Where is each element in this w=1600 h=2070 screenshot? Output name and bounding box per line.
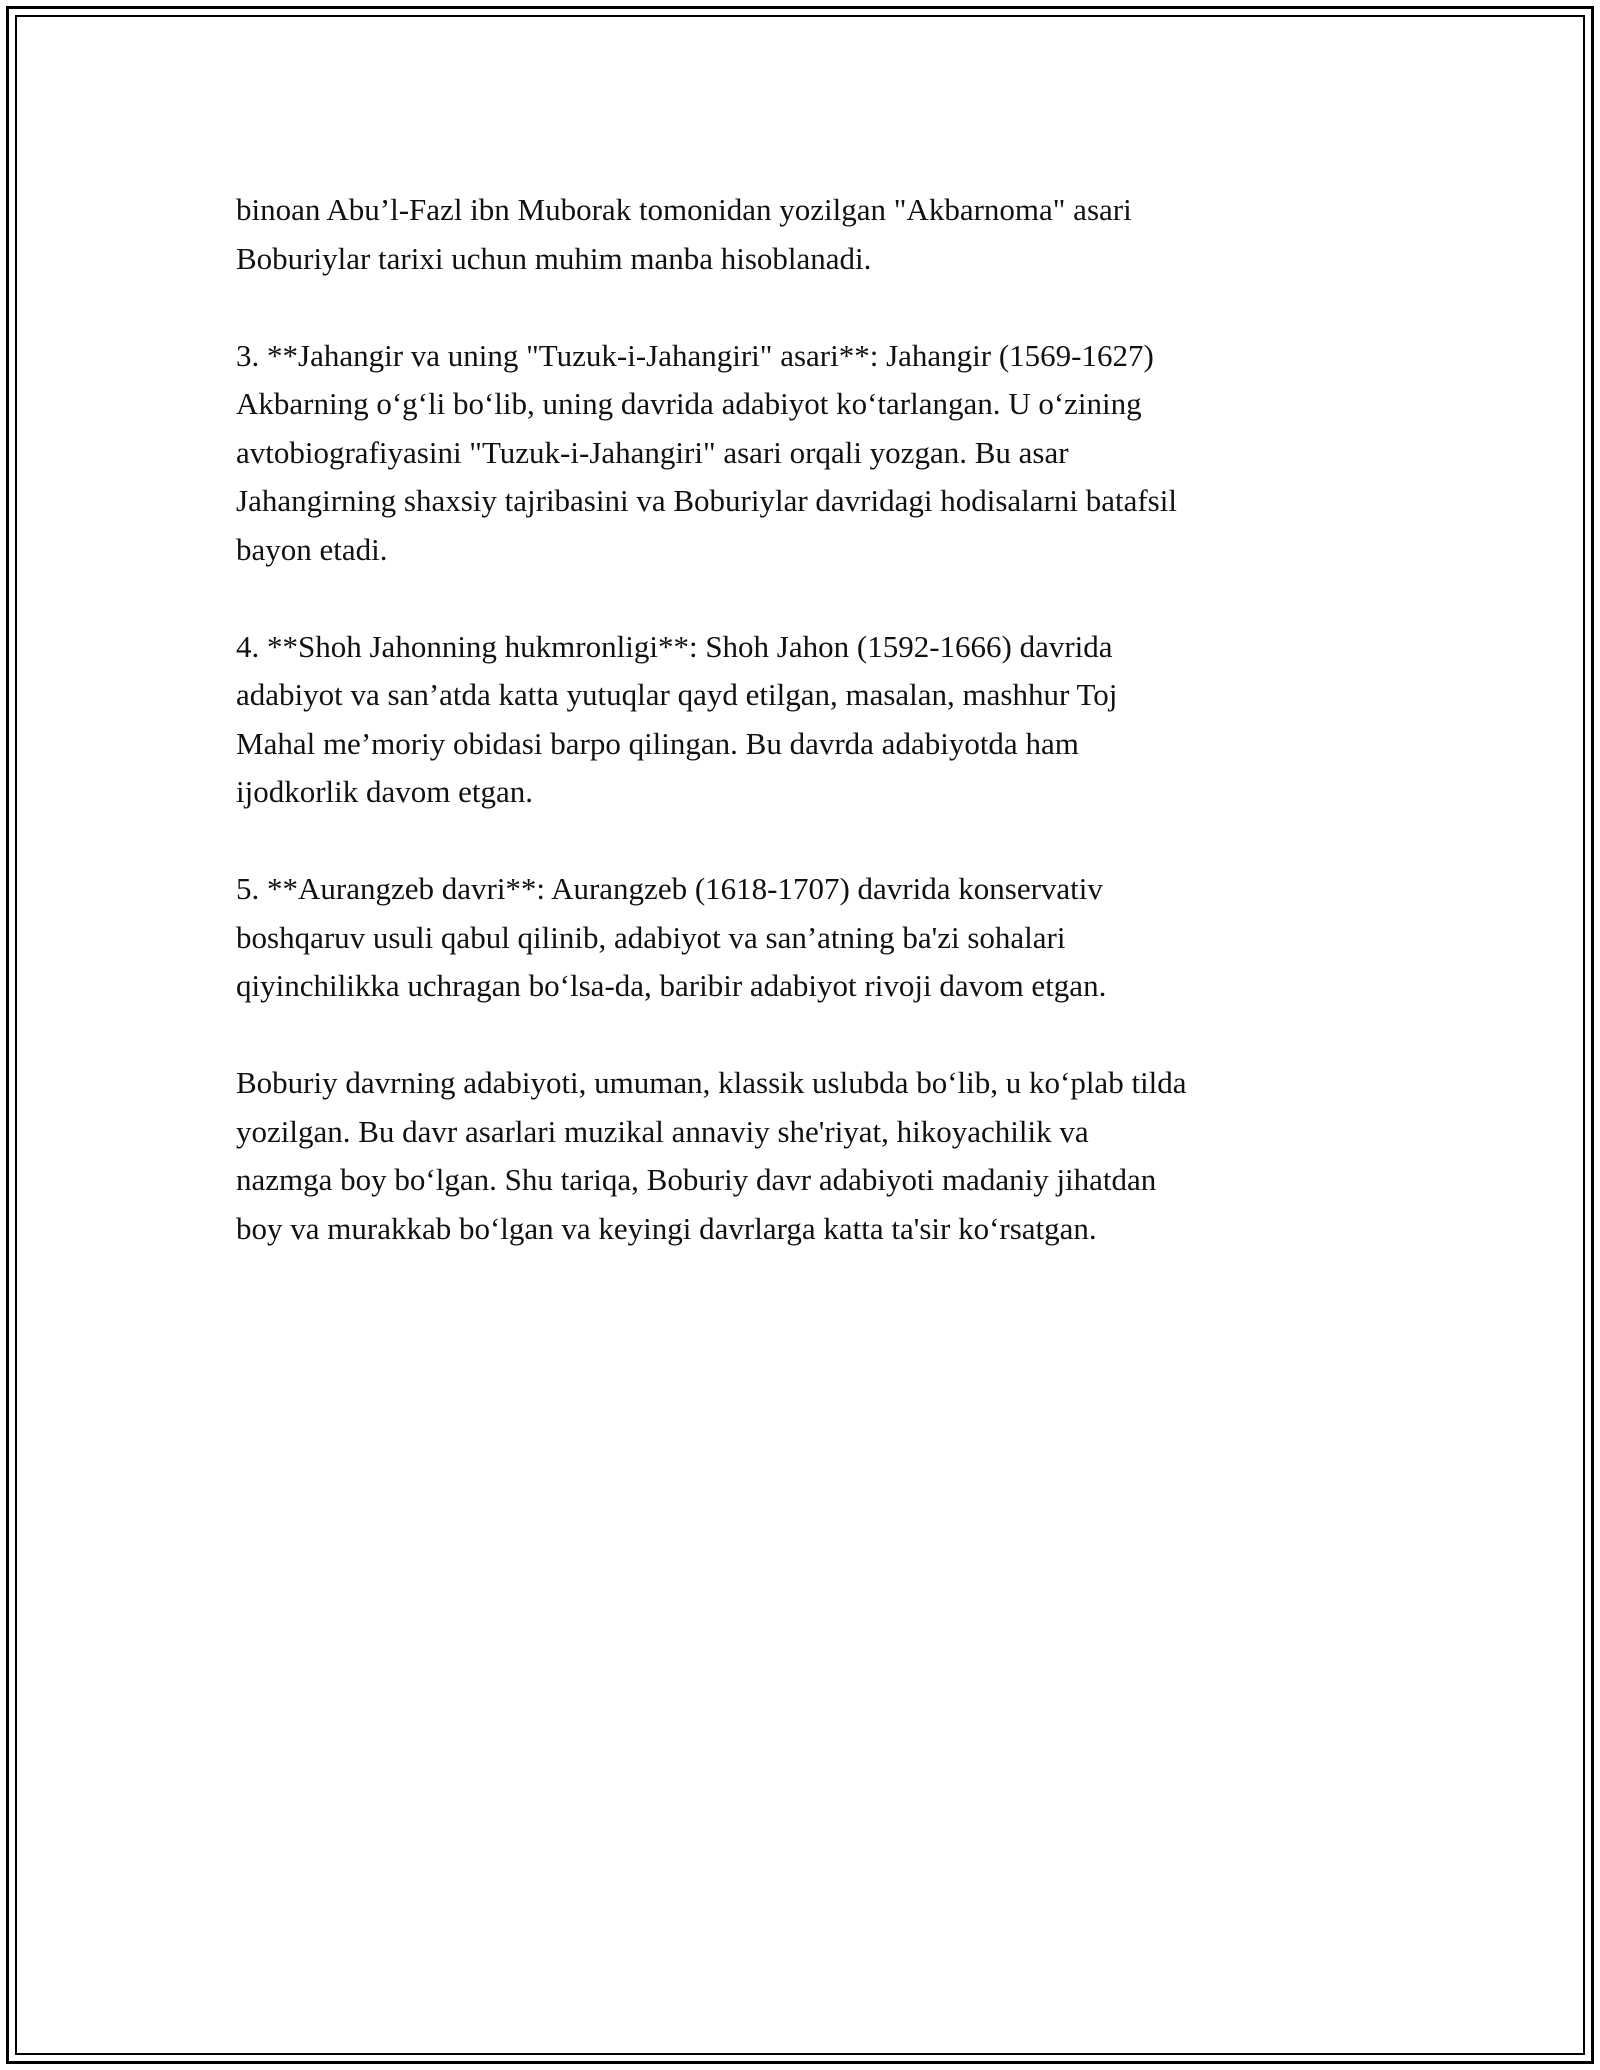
paragraph-conclusion: Boburiy davrning adabiyoti, umuman, klassik uslubda bo‘lib, u ko‘plab tilda yozilgan. Bu davr asarlari muzikal annaviy she'riyat, hikoyachilik va nazmga boy bo‘lgan. Shu tariqa, Boburiy davr adabiyoti madaniy jihatdan boy va murakkab bo‘lgan va keyingi davrlarga katta ta'sir ko‘rsatgan. [236, 1065, 1187, 1246]
paragraph-intro-continuation: binoan Abu’l-Fazl ibn Muborak tomonidan yozilgan "Akbarnoma" asari Boburiylar tarixi uchun muhim manba hisoblanadi. [236, 192, 1132, 276]
paragraph-item-4-shoh-jahon: 4. **Shoh Jahonning hukmronligi**: Shoh Jahon (1592-1666) davrida adabiyot va san’atda katta yutuqlar qayd etilgan, masalan, mashhur Toj Mahal me’moriy obidasi barpo qilingan. Bu davrda adabiyotda ham ijodkorlik davom etgan. [236, 628, 1118, 809]
paragraph-item-3-jahangir: 3. **Jahangir va uning "Tuzuk-i-Jahangiri" asari**: Jahangir (1569-1627) Akbarning o‘g‘li bo‘lib, uning davrida adabiyot ko‘tarlangan. U o‘zining avtobiografiyasini "Tuzuk-i-Jahangiri" asari orqali yozgan. Bu asar Jahangirning shaxsiy tajribasini va Boburiylar davridagi hodisalarni batafsil bayon etadi. [236, 337, 1177, 567]
paragraph-item-5-aurangzeb: 5. **Aurangzeb davri**: Aurangzeb (1618-1707) davrida konservativ boshqaruv usuli qabul qilinib, adabiyot va san’atning ba'zi sohalari qiyinchilikka uchragan bo‘lsa-da, baribir adabiyot rivoji davom etgan. [236, 871, 1107, 1003]
document-body [236, 186, 1371, 1302]
